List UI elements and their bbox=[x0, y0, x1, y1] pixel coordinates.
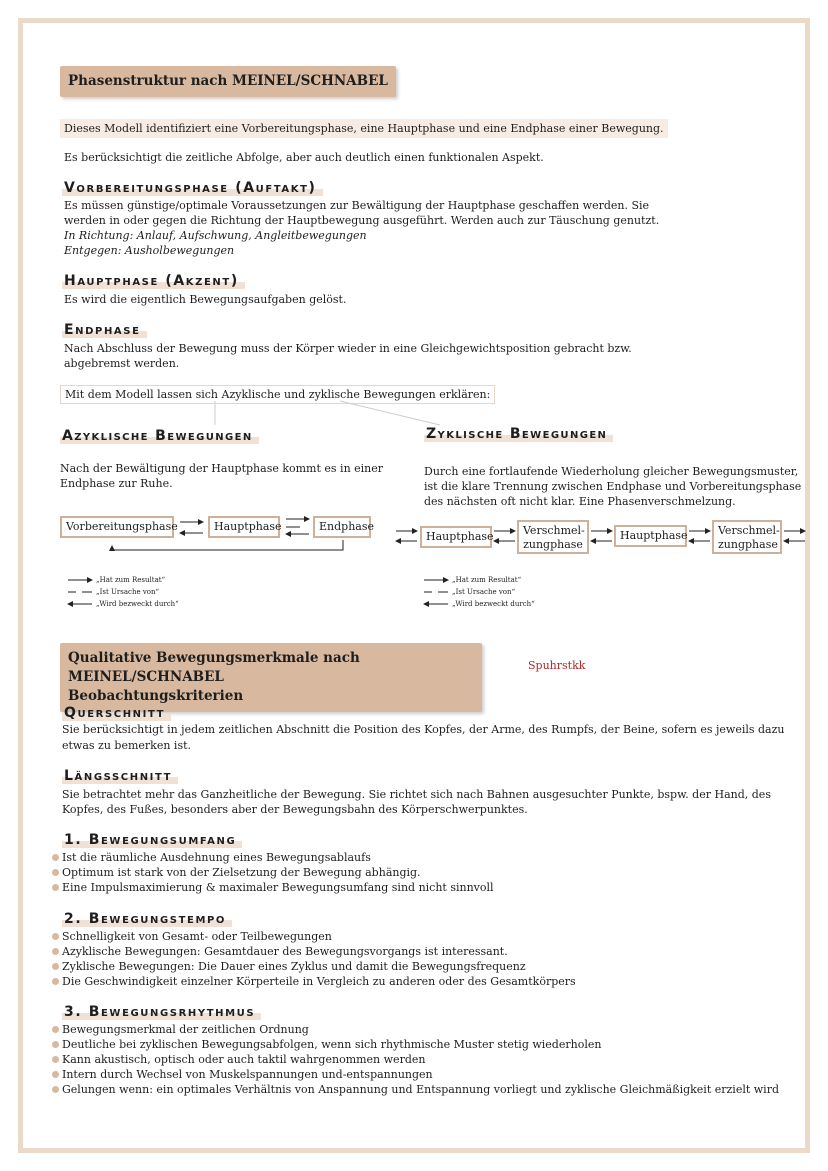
list-bewegungstempo bbox=[52, 929, 576, 989]
zyklisch-box-verschmelzungphase-2-line1: Verschmel- bbox=[718, 524, 780, 537]
hauptphase-line-1: Es wird die eigentlich Bewegungsaufgaben gelöst. bbox=[64, 293, 347, 306]
bullet-icon bbox=[52, 1056, 59, 1063]
zyklisch-box-hauptphase-1: Hauptphase bbox=[420, 526, 492, 548]
list-item: Intern durch Wechsel von Muskelspannungen und-entspannungen bbox=[52, 1067, 779, 1082]
querschnitt-line-2: etwas zu bemerken ist. bbox=[62, 739, 192, 752]
endphase-line-2: abgebremst werden. bbox=[64, 357, 180, 370]
legend-right-wird-bezweckt-durch: „Wird bezweckt durch“ bbox=[452, 600, 535, 608]
list-item: Ist die räumliche Ausdehnung eines Bewegungsablaufs bbox=[52, 850, 494, 865]
heading-querschnitt: Querschnitt bbox=[62, 705, 171, 721]
list-bewegungsrhythmus bbox=[52, 1022, 779, 1097]
intro-text-1: Dieses Modell identifiziert eine Vorbereitungsphase, eine Hauptphase und eine Endphase einer Bewegung. bbox=[60, 119, 668, 138]
list-bewegungsumfang bbox=[52, 850, 494, 895]
bullet-icon bbox=[52, 1071, 59, 1078]
legend-left-hat-zum-resultat: „Hat zum Resultat“ bbox=[96, 576, 166, 584]
list-item: Die Geschwindigkeit einzelner Körperteile in Vergleich zu anderen oder des Gesamtkörpers bbox=[52, 974, 576, 989]
model-note: Mit dem Modell lassen sich Azyklische und zyklische Bewegungen erklären: bbox=[60, 385, 495, 404]
azyklisch-box-vorbereitungsphase: Vorbereitungsphase bbox=[60, 516, 174, 538]
heading-azyklische-bewegungen: Azyklische Bewegungen bbox=[60, 428, 259, 444]
querschnitt-line-1: Sie berücksichtigt in jedem zeitlichen Abschnitt die Position des Kopfes, der Arme, des Rumpfs, der Beine, sofern es jeweils dazu bbox=[62, 723, 785, 736]
zyklisch-box-verschmelzungphase-2 bbox=[712, 520, 782, 554]
list-item: Kann akustisch, optisch oder auch taktil wahrgenommen werden bbox=[52, 1052, 779, 1067]
bullet-icon bbox=[52, 978, 59, 985]
list-item: Deutliche bei zyklischen Bewegungsabfolgen, wenn sich rhythmische Muster stetig wiederholen bbox=[52, 1037, 779, 1052]
section2-title-line2: Beobachtungskriterien bbox=[68, 688, 244, 704]
bullet-icon bbox=[52, 948, 59, 955]
heading-hauptphase: Hauptphase (Akzent) bbox=[62, 273, 245, 289]
list-item: Azyklische Bewegungen: Gesamtdauer des Bewegungsvorgangs ist interessant. bbox=[52, 944, 576, 959]
list-item: Schnelligkeit von Gesamt- oder Teilbewegungen bbox=[52, 929, 576, 944]
heading-vorbereitungsphase: Vorbereitungsphase (Auftakt) bbox=[62, 180, 323, 196]
zyklisch-box-verschmelzungphase-1-line2: zungphase bbox=[523, 538, 583, 551]
list-item: Gelungen wenn: ein optimales Verhältnis von Anspannung und Entspannung vorliegt und zyklische Gleichmäßigkeit erzielt wird bbox=[52, 1082, 779, 1097]
section-title-qualitative-merkmale bbox=[60, 643, 482, 712]
zyklisch-box-hauptphase-2: Hauptphase bbox=[614, 525, 687, 547]
bullet-icon bbox=[52, 963, 59, 970]
azyklisch-box-endphase: Endphase bbox=[313, 516, 371, 538]
section-title-phasenstruktur: Phasenstruktur nach MEINEL/SCHNABEL bbox=[60, 66, 396, 97]
bullet-icon bbox=[52, 1086, 59, 1093]
vorbereitung-line-1: Es müssen günstige/optimale Voraussetzungen zur Bewältigung der Hauptphase geschaffen werden. Sie bbox=[64, 199, 650, 212]
endphase-line-1: Nach Abschluss der Bewegung muss der Körper wieder in eine Gleichgewichtsposition gebracht bzw. bbox=[64, 342, 632, 355]
azyklisch-line-1: Nach der Bewältigung der Hauptphase kommt es in einer bbox=[60, 462, 384, 475]
zyklisch-line-3: des nächsten oft nicht klar. Eine Phasenverschmelzung. bbox=[424, 495, 736, 508]
vorbereitung-line-3: In Richtung: Anlauf, Aufschwung, Angleitbewegungen bbox=[64, 229, 367, 242]
azyklisch-line-2: Endphase zur Ruhe. bbox=[60, 477, 173, 490]
vorbereitung-line-2: werden in oder gegen die Richtung der Hauptbewegung ausgeführt. Werden auch zur Täuschung genutzt. bbox=[64, 214, 660, 227]
zyklisch-line-1: Durch eine fortlaufende Wiederholung gleicher Bewegungsmuster, bbox=[424, 465, 799, 478]
list-item: Optimum ist stark von der Zielsetzung der Bewegung abhängig. bbox=[52, 865, 494, 880]
laengsschnitt-line-1: Sie betrachtet mehr das Ganzheitliche der Bewegung. Sie richtet sich nach Bahnen ausgesuchter Punkte, bspw. der Hand, des bbox=[62, 788, 771, 801]
bullet-icon bbox=[52, 884, 59, 891]
laengsschnitt-line-2: Kopfes, des Fußes, besonders aber der Bewegungsbahn des Körperschwerpunktes. bbox=[62, 803, 528, 816]
section2-title-line1: Qualitative Bewegungsmerkmale nach MEINEL/SCHNABEL bbox=[68, 650, 360, 685]
bullet-icon bbox=[52, 1026, 59, 1033]
zyklisch-line-2: ist die klare Trennung zwischen Endphase und Vorbereitungsphase bbox=[424, 480, 802, 493]
legend-right-ist-ursache-von: „Ist Ursache von“ bbox=[452, 588, 516, 596]
bullet-icon bbox=[52, 854, 59, 861]
heading-bewegungsumfang: 1. Bewegungsumfang bbox=[62, 832, 242, 848]
legend-right-hat-zum-resultat: „Hat zum Resultat“ bbox=[452, 576, 522, 584]
list-item: Bewegungsmerkmal der zeitlichen Ordnung bbox=[52, 1022, 779, 1037]
zyklisch-box-verschmelzungphase-1 bbox=[517, 520, 589, 554]
heading-bewegungstempo: 2. Bewegungstempo bbox=[62, 911, 232, 927]
heading-bewegungsrhythmus: 3. Bewegungsrhythmus bbox=[62, 1004, 261, 1020]
zyklisch-box-verschmelzungphase-2-line2: zungphase bbox=[718, 538, 778, 551]
vorbereitung-line-4: Entgegen: Ausholbewegungen bbox=[64, 244, 235, 257]
list-item: Zyklische Bewegungen: Die Dauer eines Zyklus und damit die Bewegungsfrequenz bbox=[52, 959, 576, 974]
heading-laengsschnitt: Längsschnitt bbox=[62, 768, 178, 784]
legend-left-wird-bezweckt-durch: „Wird bezweckt durch“ bbox=[96, 600, 179, 608]
bullet-icon bbox=[52, 933, 59, 940]
heading-zyklische-bewegungen: Zyklische Bewegungen bbox=[424, 426, 613, 442]
intro-text-2: Es berücksichtigt die zeitliche Abfolge, aber auch deutlich einen funktionalen Aspekt. bbox=[64, 151, 544, 164]
bullet-icon bbox=[52, 869, 59, 876]
azyklisch-box-hauptphase: Hauptphase bbox=[208, 516, 280, 538]
bullet-icon bbox=[52, 1041, 59, 1048]
list-item: Eine Impulsmaximierung & maximaler Bewegungsumfang sind nicht sinnvoll bbox=[52, 880, 494, 895]
handwritten-note: Spuhrstkk bbox=[528, 659, 586, 672]
zyklisch-box-verschmelzungphase-1-line1: Verschmel- bbox=[523, 524, 585, 537]
heading-endphase: Endphase bbox=[62, 322, 147, 338]
legend-left-ist-ursache-von: „Ist Ursache von“ bbox=[96, 588, 160, 596]
